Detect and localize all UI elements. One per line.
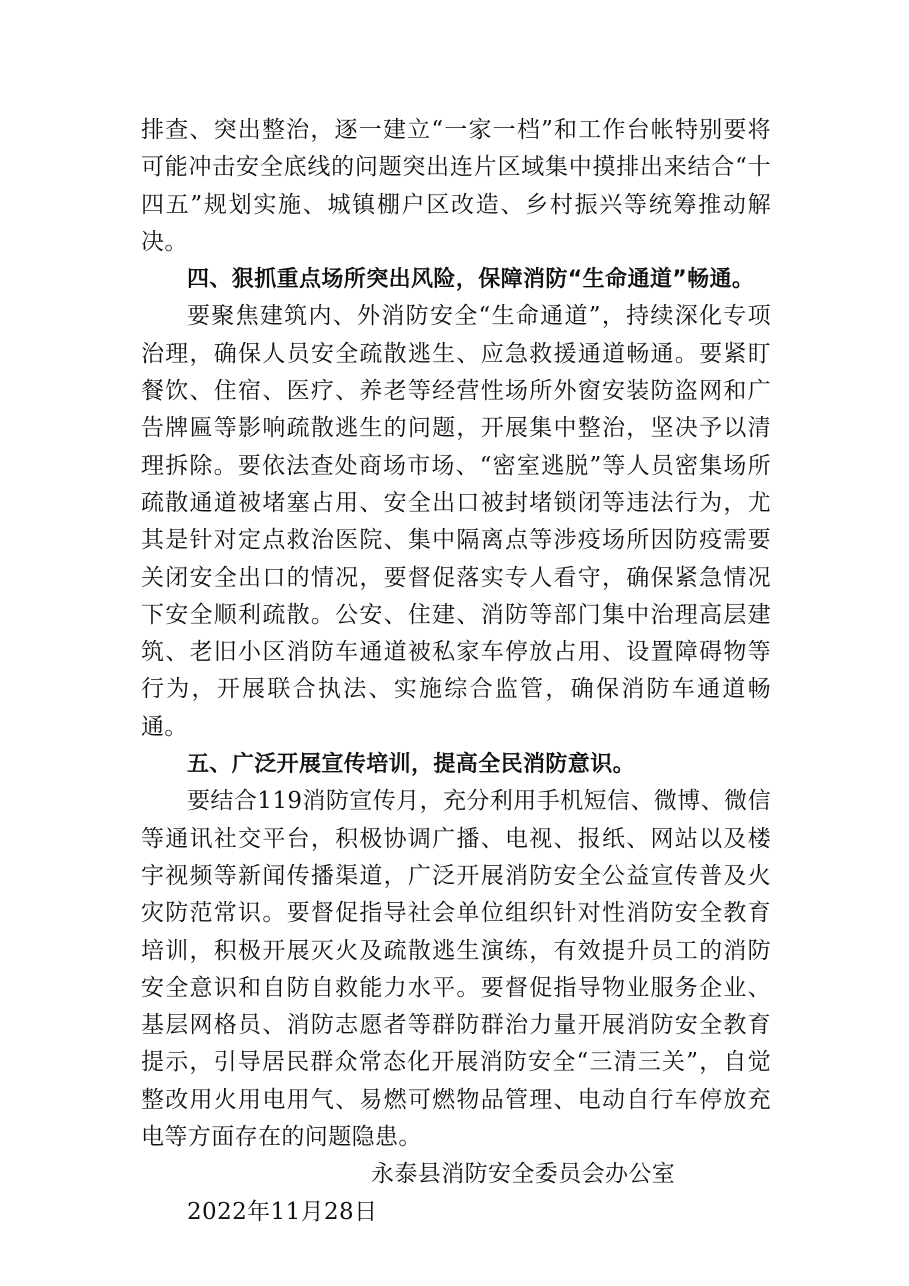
issuer-signature: 永泰县消防安全委员会办公室 [371, 1161, 676, 1188]
section-heading-4: 四、狠抓重点场所突出风险，保障消防“生命通道”畅通。 [187, 267, 755, 293]
paragraph-continued: 排查、突出整治，逐一建立“一家一档”和工作台帐特别要将可能冲击安全底线的问题突出连片区域集中摸排出来结合“十四五”规划实施、城镇棚户区改造、乡村振兴等统筹推动解决。 [141, 117, 771, 255]
section-heading-5: 五、广泛开展宣传培训，提高全民消防意识。 [187, 752, 636, 778]
issue-date: 2022年11月28日 [187, 1198, 378, 1225]
paragraph-section-4: 要聚焦建筑内、外消防安全“生命通道”，持续深化专项治理，确保人员安全疏散逃生、应急救援通道畅通。要紧盯餐饮、住宿、医疗、养老等经营性场所外窗安装防盗网和广告牌匾等影响疏散逃生的问题，开展集中整治，坚决予以清理拆除。要依法查处商场市场、“密室逃脱”等人员密集场所疏散通道被堵塞占用、安全出口被封堵锁闭等违法行为，尤其是针对定点救治医院、集中隔离点等涉疫场所因防疫需要关闭安全出口的情况，要督促落实专人看守，确保紧急情况下安全顺利疏散。公安、住建、消防等部门集中治理高层建筑、老旧小区消防车通道被私家车停放占用、设置障碍物等行为，开展联合执法、实施综合监管，确保消防车通道畅通。 [141, 303, 771, 740]
document-body [141, 112, 771, 1231]
paragraph-section-5: 要结合119消防宣传月，充分利用手机短信、微博、微信等通讯社交平台，积极协调广播、电视、报纸、网站以及楼宇视频等新闻传播渠道，广泛开展消防安全公益宣传普及火灾防范常识。要督促指导社会单位组织针对性消防安全教育培训，积极开展灭火及疏散逃生演练，有效提升员工的消防安全意识和自防自救能力水平。要督促指导物业服务企业、基层网格员、消防志愿者等群防群治力量开展消防安全教育提示，引导居民群众常态化开展消防安全“三清三关”，自觉整改用火用电用气、易燃可燃物品管理、电动自行车停放充电等方面存在的问题隐患。 [141, 788, 771, 1151]
